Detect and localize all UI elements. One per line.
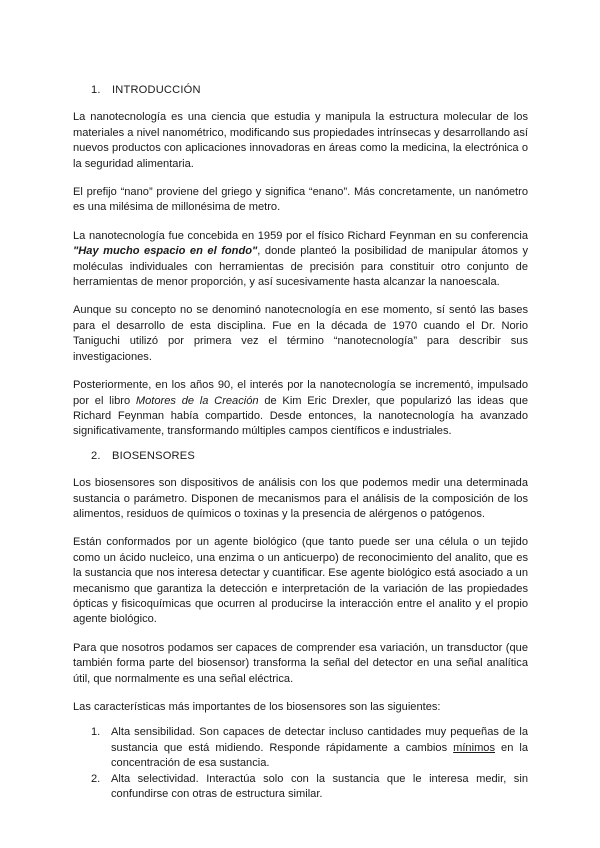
paragraph-text: La nanotecnología fue concebida en 1959 por el físico Richard Feynman en su conferencia bbox=[73, 229, 528, 242]
paragraph-text: , donde planteó la posibilidad de manipular átomos y moléculas individuales con herramientas de precisión para constituir otro conjunto de herramientas de menor proporción, y así sucesivamente hasta alcanzar la nanoescala. bbox=[73, 245, 528, 289]
list-item-text: Alta selectividad. Interactúa solo con la sustancia que le interesa medir, sin confundirse con otras de estructura similar. bbox=[111, 772, 528, 801]
section-number: 2. bbox=[91, 449, 101, 462]
book-title: Motores de la Creación bbox=[135, 394, 259, 407]
conference-title: "Hay mucho espacio en el fondo" bbox=[73, 245, 258, 258]
list-item-text-part: Alta sensibilidad. Son capaces de detectar incluso cantidades muy pequeñas de la sustancia que está midiendo. Responde rápidamente a cambios bbox=[111, 726, 528, 754]
paragraph: Están conformados por un agente biológico (que tanto puede ser una célula o un tejido como un ácido nucleico, una enzima o un anticuerpo) de reconocimiento del analito, que es la sustancia que nos interesa detectar y cuantificar. Ese agente biológico está asociado a un mecanismo que garantiza la detección e interpretación de la variación de las propiedades ópticas y fisicoquímicas que ocurren al producirse la interacción entre el analito y el propio agente biológico. bbox=[73, 536, 528, 626]
list-item bbox=[91, 725, 528, 771]
paragraph-text: Posteriormente, en los años 90, el interés por la nanotecnología se incrementó, impulsado por el libro bbox=[73, 379, 528, 407]
section-title: INTRODUCCIÓN bbox=[112, 84, 201, 96]
section-heading-biosensores bbox=[73, 449, 528, 464]
section-number: 1. bbox=[91, 84, 101, 96]
paragraph-text: de Kim Eric Drexler, que popularizó las ideas que Richard Feynman había compartido. Desde entonces, la nanotecnología ha avanzado significativamente, transformando múltiples campos científicos e industriales. bbox=[73, 394, 529, 438]
paragraph bbox=[73, 378, 528, 440]
section-heading-introduccion bbox=[73, 83, 528, 98]
underlined-word: mínimos bbox=[453, 741, 496, 754]
list-item bbox=[91, 772, 528, 803]
paragraph: Para que nosotros podamos ser capaces de comprender esa variación, un transductor (que también forma parte del biosensor) transforma la señal del detector en una señal analítica útil, que normalmente es una señal eléctrica. bbox=[73, 641, 528, 685]
list-item-text bbox=[111, 725, 528, 771]
list-item-number: 2. bbox=[91, 772, 101, 785]
list-item-number: 1. bbox=[91, 726, 101, 739]
paragraph: Aunque su concepto no se denominó nanotecnología en ese momento, sí sentó las bases para el desarrollo de esta disciplina. Fue en la década de 1970 cuando el Dr. Norio Taniguchi utilizó por primera vez el término “nanotecnología” para describir sus investigaciones. bbox=[73, 304, 528, 363]
section-title: BIOSENSORES bbox=[112, 449, 195, 462]
paragraph: El prefijo “nano” proviene del griego y significa “enano”. Más concretamente, un nanómetro es una milésima de millonésima de metro. bbox=[73, 186, 528, 214]
features-list bbox=[73, 725, 528, 802]
paragraph: Los biosensores son dispositivos de análisis con los que podemos medir una determinada sustancia o parámetro. Disponen de mecanismos para el análisis de la composición de los alimentos, residuos de químicos o toxinas y la presencia de alérgenos o patógenos. bbox=[73, 477, 528, 520]
paragraph: Las características más importantes de los biosensores son las siguientes: bbox=[73, 701, 441, 713]
list-item-text-part: en la concentración de esa sustancia. bbox=[111, 741, 528, 770]
paragraph: La nanotecnología es una ciencia que estudia y manipula la estructura molecular de los materiales a nivel nanométrico, modificando sus propiedades intrínsecas y desarrollando así nuevos productos con aplicaciones innovadoras en áreas como la medicina, la electrónica o la seguridad alimentaria. bbox=[73, 111, 528, 170]
paragraph bbox=[73, 229, 528, 291]
